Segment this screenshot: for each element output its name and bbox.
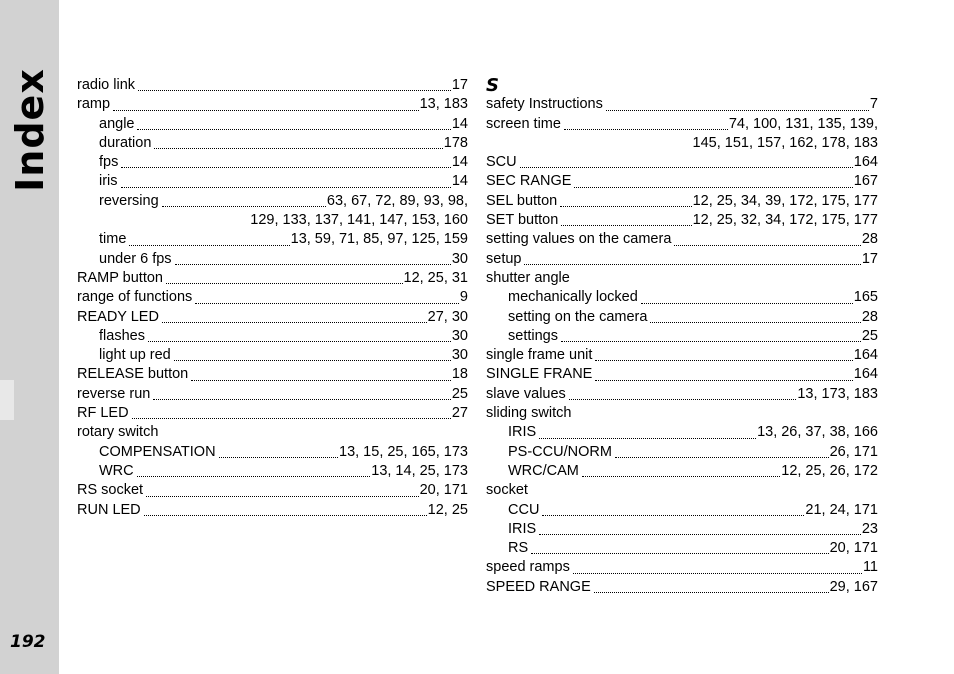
page-references: 30 [451, 250, 468, 267]
index-term: single frame unit [486, 347, 593, 364]
dot-leader [174, 360, 451, 361]
index-entry [77, 134, 468, 153]
index-entry [486, 230, 878, 249]
index-entry [77, 443, 468, 462]
index-term: CCU [508, 501, 540, 518]
index-term: fps [99, 154, 119, 171]
page-references: 17 [861, 250, 878, 267]
index-term: flashes [99, 327, 145, 344]
index-term: shutter angle [486, 269, 570, 286]
dot-leader [144, 515, 427, 516]
index-entry [77, 192, 468, 211]
dot-leader [582, 476, 780, 477]
page-references: 11 [862, 559, 878, 576]
dot-leader [154, 148, 442, 149]
page-references: 30 [451, 327, 468, 344]
index-term: radio link [77, 77, 136, 93]
index-term: time [99, 231, 127, 248]
dot-leader [121, 167, 451, 168]
index-entry [486, 288, 878, 307]
page-references: 14 [451, 173, 468, 190]
dot-leader [121, 187, 451, 188]
index-term: reversing [99, 192, 159, 209]
index-entry [486, 578, 878, 597]
index-term: COMPENSATION [99, 443, 216, 460]
index-term: PS-CCU/NORM [508, 443, 612, 460]
page-references: 164 [853, 347, 878, 364]
index-term: iris [99, 173, 118, 190]
page-references: 26, 171 [829, 443, 878, 460]
index-term: socket [486, 482, 528, 499]
index-entry [77, 423, 468, 442]
index-entry [486, 501, 878, 520]
index-term: screen time [486, 115, 561, 132]
index-term: SINGLE FRANE [486, 366, 593, 383]
page-references: 20, 171 [829, 540, 878, 557]
page-references: 74, 100, 131, 135, 139, [728, 115, 878, 132]
page-references: 164 [853, 366, 878, 383]
index-term: range of functions [77, 289, 193, 306]
index-term: safety Instructions [486, 96, 603, 113]
index-term: SPEED RANGE [486, 578, 591, 595]
page-references: 12, 25, 32, 34, 172, 175, 177 [692, 212, 878, 229]
page-references: 27 [451, 405, 468, 422]
dot-leader [594, 592, 829, 593]
index-term: setting on the camera [508, 308, 648, 325]
page-references: 13, 26, 37, 38, 166 [757, 424, 878, 441]
page-references: 12, 25, 34, 39, 172, 175, 177 [692, 192, 878, 209]
page-references: 165 [853, 289, 878, 306]
index-entry [486, 115, 878, 134]
index-entry [77, 501, 468, 520]
index-entry [486, 558, 878, 577]
section-letter: S [486, 75, 499, 96]
dot-leader [175, 264, 451, 265]
index-term: mechanically locked [508, 289, 638, 306]
index-entry [77, 76, 468, 95]
dot-leader [162, 322, 427, 323]
page-references: 25 [451, 385, 468, 402]
index-entry [77, 230, 468, 249]
index-entry [77, 481, 468, 500]
dot-leader [615, 457, 829, 458]
index-term: SCU [486, 154, 517, 171]
index-entry [486, 385, 878, 404]
index-term: ramp [77, 96, 111, 113]
index-entry [486, 404, 878, 423]
page-references: 28 [861, 308, 878, 325]
index-entry [486, 211, 878, 230]
index-term: RUN LED [77, 501, 141, 518]
index-entry [77, 288, 468, 307]
page-references: 18 [451, 366, 468, 383]
index-entry [486, 192, 878, 211]
index-term: READY LED [77, 308, 159, 325]
page-references: 23 [861, 520, 878, 537]
page-references: 14 [451, 115, 468, 132]
index-term: WRC [99, 462, 134, 479]
dot-leader [195, 303, 459, 304]
dot-leader [574, 187, 852, 188]
dot-leader [561, 341, 861, 342]
dot-leader [564, 129, 728, 130]
index-entry [77, 462, 468, 481]
index-entry [486, 423, 878, 442]
page-references-continued: 129, 133, 137, 141, 147, 153, 160 [250, 212, 468, 229]
index-entry [486, 95, 878, 114]
index-entry [486, 462, 878, 481]
index-entry [77, 327, 468, 346]
dot-leader [148, 341, 451, 342]
index-entry [486, 172, 878, 191]
page-references: 13, 173, 183 [797, 385, 878, 402]
index-column-left [77, 76, 468, 520]
index-term: angle [99, 115, 135, 132]
index-entry [486, 269, 878, 288]
index-term: sliding switch [486, 405, 572, 422]
page-references: 25 [861, 327, 878, 344]
index-entry [77, 250, 468, 269]
index-term: setup [486, 250, 522, 267]
page-references: 12, 25, 31 [403, 269, 468, 286]
index-sidebar [0, 0, 59, 674]
page-references-continued: 145, 151, 157, 162, 178, 183 [692, 134, 878, 151]
page-references: 167 [853, 173, 878, 190]
index-term: slave values [486, 385, 566, 402]
index-term: RS socket [77, 482, 144, 499]
index-term: SEL button [486, 192, 558, 209]
page-references: 27, 30 [427, 308, 468, 325]
index-entry [77, 404, 468, 423]
page-references: 13, 59, 71, 85, 97, 125, 159 [290, 231, 468, 248]
page-references: 12, 25 [427, 501, 468, 518]
dot-leader [606, 110, 869, 111]
index-term: under 6 fps [99, 250, 172, 267]
dot-leader [524, 264, 860, 265]
index-term: rotary switch [77, 424, 159, 441]
index-entry [77, 153, 468, 172]
dot-leader [153, 399, 451, 400]
page-references: 178 [443, 134, 468, 151]
dot-leader [219, 457, 338, 458]
dot-leader [561, 225, 691, 226]
page-references: 29, 167 [829, 578, 878, 595]
index-entry [486, 153, 878, 172]
index-term: IRIS [508, 520, 537, 537]
page-references: 17 [451, 77, 468, 93]
dot-leader [166, 283, 403, 284]
dot-leader [137, 476, 371, 477]
dot-leader [573, 573, 862, 574]
index-term: speed ramps [486, 559, 570, 576]
dot-leader [539, 534, 861, 535]
dot-leader [641, 303, 853, 304]
dot-leader [569, 399, 797, 400]
dot-leader [650, 322, 860, 323]
dot-leader [531, 553, 828, 554]
index-entry [486, 481, 878, 500]
page-references: 13, 183 [419, 96, 468, 113]
page-references: 30 [451, 347, 468, 364]
index-term: RS [508, 540, 529, 557]
dot-leader [113, 110, 419, 111]
index-entry [77, 115, 468, 134]
dot-leader [520, 167, 853, 168]
index-term: light up red [99, 347, 171, 364]
index-term: duration [99, 134, 152, 151]
dot-leader [595, 380, 852, 381]
index-column-right [486, 76, 878, 597]
index-entry [486, 443, 878, 462]
dot-leader [162, 206, 326, 207]
index-entry [486, 365, 878, 384]
index-entry [486, 539, 878, 558]
index-entry [486, 327, 878, 346]
thumb-tab [0, 380, 14, 420]
page-references: 13, 14, 25, 173 [371, 462, 468, 479]
index-entry [77, 365, 468, 384]
index-entry [486, 308, 878, 327]
index-term: setting values on the camera [486, 231, 672, 248]
index-entry [486, 250, 878, 269]
dot-leader [539, 438, 756, 439]
index-entry [486, 520, 878, 539]
page-references: 14 [451, 154, 468, 171]
index-heading-text: Index [8, 68, 52, 192]
page-references: 28 [861, 231, 878, 248]
page-number: 192 [10, 632, 46, 652]
page-references: 21, 24, 171 [805, 501, 878, 518]
index-entry [77, 172, 468, 191]
index-term: RELEASE button [77, 366, 189, 383]
index-entry [77, 346, 468, 365]
index-entry [77, 308, 468, 327]
index-term: RF LED [77, 405, 129, 422]
page-references: 12, 25, 26, 172 [781, 462, 878, 479]
index-term: IRIS [508, 424, 537, 441]
page-references: 13, 15, 25, 165, 173 [339, 443, 468, 460]
page-references: 9 [459, 289, 468, 306]
index-entry [77, 385, 468, 404]
dot-leader [674, 245, 860, 246]
dot-leader [146, 496, 419, 497]
dot-leader [132, 418, 451, 419]
dot-leader [137, 129, 450, 130]
index-term: SET button [486, 212, 559, 229]
index-term: SEC RANGE [486, 173, 572, 190]
index-term: settings [508, 327, 558, 344]
index-entry [77, 95, 468, 114]
index-entry [77, 269, 468, 288]
page-references: 20, 171 [419, 482, 468, 499]
dot-leader [595, 360, 852, 361]
page-references: 164 [853, 154, 878, 171]
index-term: reverse run [77, 385, 151, 402]
page-references: 63, 67, 72, 89, 93, 98, [326, 192, 468, 209]
index-entry [486, 346, 878, 365]
dot-leader [560, 206, 691, 207]
dot-leader [138, 90, 451, 91]
dot-leader [542, 515, 804, 516]
index-term: RAMP button [77, 269, 163, 286]
dot-leader [191, 380, 451, 381]
dot-leader [129, 245, 289, 246]
index-heading [8, 68, 52, 192]
page-references: 7 [869, 96, 878, 113]
index-term: WRC/CAM [508, 462, 579, 479]
